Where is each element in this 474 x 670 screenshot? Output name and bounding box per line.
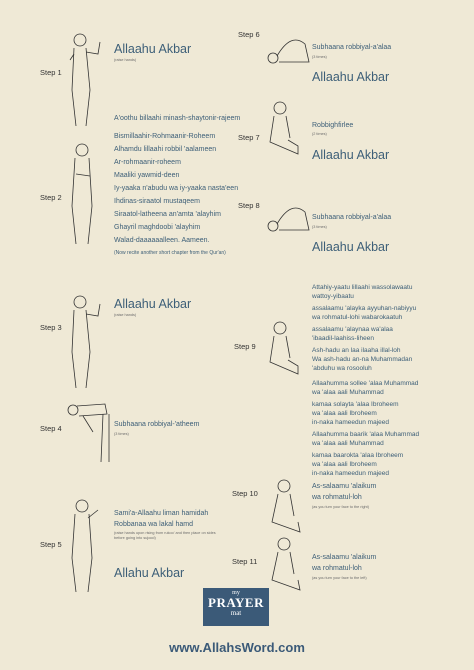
- tashahhud-line: Wa ash-hadu an-na Muhammadan: [312, 356, 413, 363]
- sitting-figure-turn-left: [264, 536, 304, 596]
- step1-note: (raise hands): [114, 58, 137, 62]
- step-5-label: Step 5: [40, 540, 62, 549]
- logo-prayer: PRAYER: [208, 595, 264, 610]
- step8-note: (3 times): [312, 225, 327, 229]
- standing-figure-rising: [60, 496, 110, 596]
- step8-takbeer: Allaahu Akbar: [312, 240, 390, 254]
- standing-figure-hands-raised: [60, 30, 110, 130]
- step5-line1: Sami'a-Allaahu liman hamidah: [114, 510, 209, 517]
- recitation-line: Maaliki yawmid-deen: [114, 171, 180, 179]
- step-6-label: Step 6: [238, 30, 260, 39]
- step3-note: (raise hands): [114, 313, 137, 317]
- recitation-line: Ihdinas-siraatol mustaqeem: [114, 197, 200, 205]
- step2-note: (Now recite another short chapter from the Qur'an): [114, 249, 226, 256]
- step-8-label: Step 8: [238, 201, 260, 210]
- step10-line1: As-salaamu 'alaikum: [312, 483, 377, 490]
- recitation-line: Alhamdu lillaahi robbil 'aalameen: [114, 145, 217, 153]
- step3-takbeer: Allaahu Akbar: [114, 297, 192, 311]
- tashahhud-line: Ash-hadu an laa ilaaha illal-loh: [312, 347, 401, 354]
- step10-line2: wa rohmatul-loh: [312, 494, 362, 501]
- sitting-figure-turn-right: [264, 478, 304, 538]
- salawat-line: Allaahumma sollee 'alaa Muhammad: [312, 380, 419, 387]
- prostrating-figure: [265, 28, 313, 68]
- salawat-line: wa 'alaa aali Ibroheem: [312, 461, 377, 468]
- tashahhud-line: Attahiy-yaatu lillaahi wassolawaatu: [312, 284, 413, 291]
- step2-recitation: [114, 113, 274, 258]
- sitting-figure-tashahhud: [262, 320, 302, 382]
- step-2-label: Step 2: [40, 193, 62, 202]
- salawat-line: kamaa solayta 'alaa Ibroheem: [312, 401, 399, 408]
- salawat-line: wa 'alaa aali Muhammad: [312, 440, 384, 447]
- step-1-label: Step 1: [40, 68, 62, 77]
- tashahhud-line: 'ibaadil-laahiss-liheen: [312, 335, 374, 342]
- step8-sujood: Subhaana robbiyal-a'alaa: [312, 214, 392, 221]
- step-11-label: Step 11: [232, 557, 258, 566]
- step11-line1: As-salaamu 'alaikum: [312, 554, 377, 561]
- step5-note: (raise hands upon rising from rukoo' and then place on sides before going into sujood): [114, 531, 216, 540]
- tashahhud-line: assalaamu 'alaynaa wa'alaa: [312, 326, 393, 333]
- salawat-line: wa 'alaa aali Muhammad: [312, 389, 384, 396]
- step-9-label: Step 9: [234, 342, 256, 351]
- standing-figure-recitation: [60, 140, 110, 250]
- salawat-line: Allaahumma baarik 'alaa Muhammad: [312, 431, 420, 438]
- step6-note: (3 times): [312, 55, 327, 59]
- recitation-line: A'oothu billaahi minash-shaytonir-rajeem: [114, 115, 241, 122]
- recitation-line: Iy-yaaka n'abudu wa iy-yaaka nasta'een: [114, 184, 239, 192]
- tashahhud-line: wattoy-yibaatu: [312, 293, 354, 300]
- step-3-label: Step 3: [40, 323, 62, 332]
- recitation-line: Ar-rohmaanir-roheem: [114, 158, 181, 166]
- salawat-line: wa 'alaa aali Ibroheem: [312, 410, 377, 417]
- bowing-figure: [65, 398, 115, 468]
- tashahhud-line: 'abduhu wa rosooluh: [312, 365, 372, 372]
- step6-takbeer: Allaahu Akbar: [312, 70, 390, 84]
- salawat-line: kamaa baarokta 'alaa Ibroheem: [312, 452, 404, 459]
- step7-note: (2 times): [312, 132, 327, 136]
- website-url[interactable]: www.AllahsWord.com: [169, 640, 305, 655]
- salawat-line: in-naka hameedun majeed: [312, 419, 389, 426]
- step-10-label: Step 10: [232, 489, 258, 498]
- recitation-line: Ghayril maghdoobi 'alayhim: [114, 223, 201, 231]
- logo-mat: mat: [230, 609, 242, 617]
- step5-takbeer: Allahu Akbar: [114, 566, 185, 580]
- my-prayer-mat-logo: [203, 588, 269, 626]
- step6-sujood: Subhaana robbiyal-a'alaa: [312, 44, 392, 51]
- step11-line2: wa rohmatul-loh: [312, 565, 362, 572]
- step7-takbeer: Allaahu Akbar: [312, 148, 390, 162]
- step11-note: (as you turn your face to the left): [312, 576, 367, 580]
- standing-figure-hands-raised-2: [60, 292, 110, 392]
- logo-my: my: [232, 590, 240, 596]
- recitation-line: Walad-daaaaaalleen. Aameen.: [114, 236, 210, 244]
- step7-dua: Robbighfirlee: [312, 122, 354, 129]
- recitation-line: Siraatol-latheena an'amta 'alayhim: [114, 210, 221, 218]
- recitation-line: Bismillaahir-Rohmaanir-Roheem: [114, 132, 216, 140]
- step9-tashahhud: [312, 283, 462, 478]
- step-4-label: Step 4: [40, 424, 62, 433]
- salawat-line: in-naka hameedun majeed: [312, 470, 389, 477]
- step4-note: (3 times): [114, 432, 129, 436]
- step-7-label: Step 7: [238, 133, 260, 142]
- step1-takbeer: Allaahu Akbar: [114, 42, 192, 56]
- tashahhud-line: assalaamu 'alayka ayyuhan-nabiyyu: [312, 305, 417, 312]
- step10-note: (as you turn your face to the right): [312, 505, 369, 509]
- step4-ruku: Subhaana robbiyal-'atheem: [114, 421, 200, 428]
- step5-line2: Robbanaa wa lakal hamd: [114, 521, 193, 528]
- tashahhud-line: wa rohmatul-lohi wabarokaatuh: [312, 314, 403, 321]
